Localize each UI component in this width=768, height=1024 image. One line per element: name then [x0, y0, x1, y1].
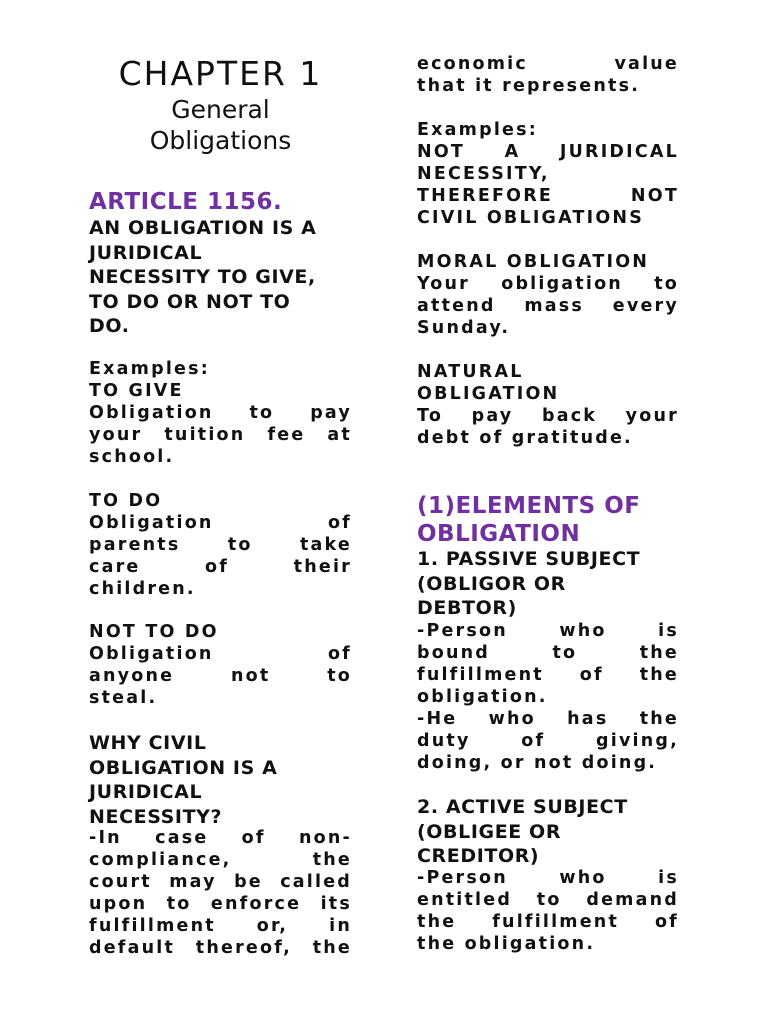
- why-heading-line: WHY CIVIL: [89, 732, 207, 754]
- natural-obligation-text: [417, 405, 679, 449]
- natural-line: debt of gratitude.: [417, 428, 633, 448]
- why-text-line: -In case of non-: [89, 828, 352, 848]
- article-text-line: AN OBLIGATION IS A: [89, 217, 317, 239]
- moral-line: attend mass every: [417, 296, 679, 316]
- not-to-do-label: NOT TO DO: [89, 622, 219, 642]
- to-do-label: TO DO: [89, 491, 163, 511]
- elements-heading-line: OBLIGATION: [417, 521, 581, 547]
- to-give-text: [89, 402, 352, 468]
- chapter-title: CHAPTER 1: [118, 54, 323, 93]
- active-line: entitled to demand: [417, 890, 679, 910]
- why-text-line: court may be called: [89, 872, 352, 892]
- continued-line: that it represents.: [417, 76, 641, 96]
- passive-heading-line: 1. PASSIVE SUBJECT: [417, 548, 641, 570]
- not-to-do-line: steal.: [89, 688, 158, 708]
- moral-obligation-label: MORAL OBLIGATION: [417, 252, 650, 272]
- to-give-line: school.: [89, 447, 175, 467]
- passive-line: bound to the: [417, 643, 679, 663]
- article-text: [89, 216, 352, 339]
- passive-heading-line: DEBTOR): [417, 597, 517, 619]
- passive-line: -Person who is: [417, 621, 679, 641]
- article-heading: ARTICLE 1156.: [89, 189, 283, 215]
- elements-heading-line: (1)ELEMENTS OF: [417, 493, 641, 519]
- why-text-line: default thereof, the: [89, 938, 352, 958]
- passive-heading-line: (OBLIGOR OR: [417, 572, 566, 595]
- why-text-line: compliance, the: [89, 850, 352, 870]
- active-line: the obligation.: [417, 934, 596, 954]
- natural-label-line: OBLIGATION: [417, 384, 560, 404]
- chapter-subtitle-line-1: General: [171, 95, 270, 124]
- passive-line: fulfillment of the: [417, 665, 679, 685]
- passive-line: duty of giving,: [417, 731, 679, 751]
- examples-line: NECESSITY,: [417, 164, 550, 184]
- article-text-line: DO.: [89, 315, 130, 337]
- active-heading-line: CREDITOR): [417, 845, 540, 867]
- why-heading-line: NECESSITY?: [89, 805, 223, 828]
- article-text-line: JURIDICAL: [89, 241, 203, 264]
- passive-line: obligation.: [417, 687, 548, 707]
- article-text-line: NECESSITY TO GIVE,: [89, 266, 316, 288]
- why-heading: [89, 731, 352, 829]
- passive-subject-text: [417, 620, 679, 774]
- to-do-line: care of their: [89, 557, 352, 577]
- active-heading-line: (OBLIGEE OR: [417, 820, 562, 843]
- continued-line: economic value: [417, 54, 679, 74]
- to-do-text: [89, 512, 352, 600]
- active-subject-heading: [417, 795, 679, 869]
- examples-line: CIVIL OBLIGATIONS: [417, 208, 645, 228]
- to-give-line: your tuition fee at: [89, 425, 352, 445]
- to-do-line: Obligation of: [89, 513, 352, 533]
- to-give-label: TO GIVE: [89, 381, 184, 401]
- article-text-line: TO DO OR NOT TO: [89, 290, 291, 313]
- chapter-subtitle-line-2: Obligations: [149, 126, 292, 155]
- active-subject-text: [417, 867, 679, 955]
- active-line: the fulfillment of: [417, 912, 679, 932]
- elements-heading: [417, 492, 679, 548]
- why-text-line: upon to enforce its: [89, 894, 352, 914]
- moral-line: Your obligation to: [417, 274, 679, 294]
- natural-obligation-label: [417, 361, 679, 405]
- continued-text: [417, 53, 679, 97]
- examples-label: Examples:: [89, 359, 210, 379]
- moral-line: Sunday.: [417, 318, 511, 338]
- active-line: -Person who is: [417, 868, 679, 888]
- to-give-line: Obligation to pay: [89, 403, 352, 423]
- not-to-do-line: Obligation of: [89, 644, 352, 664]
- moral-obligation-text: [417, 273, 679, 339]
- not-to-do-line: anyone not to: [89, 666, 352, 686]
- to-do-line: children.: [89, 579, 196, 599]
- why-text-line: fulfillment or, in: [89, 916, 352, 936]
- natural-line: To pay back your: [417, 406, 679, 426]
- not-to-do-text: [89, 643, 352, 709]
- why-text: [89, 827, 352, 959]
- natural-label-line: NATURAL: [417, 362, 524, 382]
- passive-line: doing, or not doing.: [417, 753, 658, 773]
- to-do-line: parents to take: [89, 535, 352, 555]
- why-heading-line: JURIDICAL: [89, 781, 203, 803]
- active-heading-line: 2. ACTIVE SUBJECT: [417, 796, 628, 818]
- passive-subject-heading: [417, 547, 679, 621]
- examples-line: THEREFORE NOT: [417, 186, 679, 206]
- why-heading-line: OBLIGATION IS A: [89, 756, 278, 779]
- examples-text-right: [417, 141, 679, 229]
- examples-label-right: Examples:: [417, 120, 538, 140]
- passive-line: -He who has the: [417, 709, 679, 729]
- examples-line: NOT A JURIDICAL: [417, 142, 679, 162]
